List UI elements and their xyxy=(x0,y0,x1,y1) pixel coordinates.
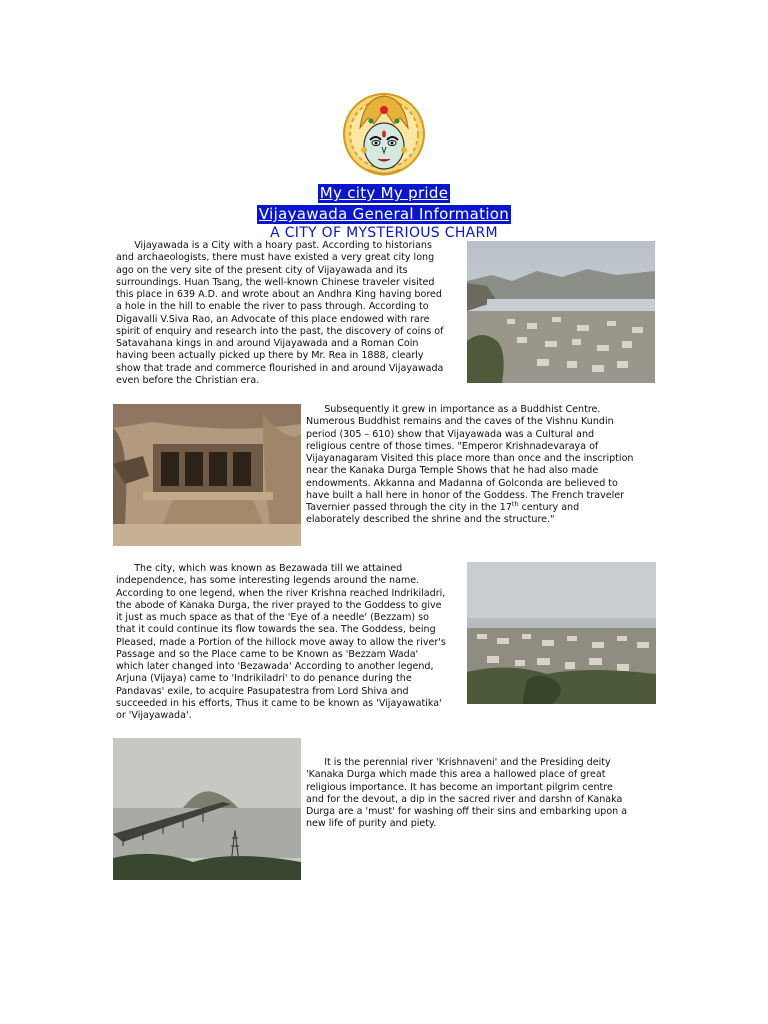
text-line: that it could continue its flow towards the sea. The Goddess, being xyxy=(116,624,436,636)
text-fragment: Tavernier passed through the city in the 17 xyxy=(306,502,512,513)
river-city-photo xyxy=(467,562,656,704)
prakasam-barrage-photo xyxy=(113,738,301,880)
text-line: endowments. Akkanna and Madanna of Golconda are believed to xyxy=(306,477,618,489)
header-line-1 xyxy=(0,183,768,203)
text-line: Pandavas' exile, to acquire Pasupatestra from Lord Shiva and xyxy=(116,685,409,697)
text-line: elaborately described the shrine and the structure." xyxy=(306,514,555,526)
text-line xyxy=(306,499,633,514)
text-line: Digavalli V.Siva Rao, an Advocate of this place endowed with rare xyxy=(116,313,430,325)
text-line: The city, which was known as Bezawada till we attained xyxy=(116,563,403,574)
text-line: Passage and so the Place came to be Known as 'Bezzam Wada' xyxy=(116,648,419,660)
text-line: near the Kanaka Durga Temple Shows that he had also made xyxy=(306,465,599,477)
text-line: Numerous Buddhist remains and the caves of the Vishnu Kundin xyxy=(306,416,614,428)
page-heading-link[interactable]: Vijayawada General Information xyxy=(258,205,510,223)
text-line: religious centre of those times. "Emperor Krishnadevaraya of xyxy=(306,440,599,452)
superscript: th xyxy=(511,499,519,508)
text-line: new life of purity and piety. xyxy=(306,818,437,830)
text-line: which later changed into 'Bezawada' According to another legend, xyxy=(116,661,434,672)
text-line: ago on the very site of the present city of Vijayawada and its xyxy=(116,264,408,276)
text-line: this place in 639 A.D. and wrote about an Andhra King having bored xyxy=(116,289,442,300)
paragraph-history xyxy=(116,240,443,387)
paragraph-river-pilgrimage xyxy=(306,757,627,831)
text-line: have built a hall here in honor of the Goddess. The French traveler xyxy=(306,489,625,501)
text-line: and for the devout, a dip in the sacred river and darshn of Kanaka xyxy=(306,793,623,805)
text-line: the abode of Kanaka Durga, the river prayed to the Goddess to give xyxy=(116,599,442,611)
goddess-logo xyxy=(340,88,428,184)
paragraph-buddhist-centre xyxy=(306,404,633,527)
text-line: even before the Christian era. xyxy=(116,374,260,386)
text-line: Durga are a 'must' for washing off their sins and embarking upon a xyxy=(306,806,628,817)
text-line: Pleased, made a Portion of the hillock move away to allow the river's xyxy=(116,636,446,648)
paragraph-name-legends xyxy=(116,563,446,722)
text-line: or 'Vijayawada'. xyxy=(116,710,192,721)
text-line: Satavahana kings in and around Vijayawada and a Roman Coin xyxy=(116,338,419,349)
text-line: show that trade and commerce flourished in and around Vijayawada xyxy=(116,362,444,374)
text-line: having been actually picked up there by Mr. Rea in 1888, clearly xyxy=(116,350,424,362)
page-subtitle: A CITY OF MYSTERIOUS CHARM xyxy=(270,225,498,241)
text-line: surroundings. Huan Tsang, the well-known Chinese traveler visited xyxy=(116,276,435,288)
text-line: period (305 – 610) show that Vijayawada was a Cultural and xyxy=(306,428,595,440)
text-line: Arjuna (Vijaya) came to 'Indrikiladri' to do penance during the xyxy=(116,673,412,685)
text-line: it just as much space as that of the 'Eye of a needle' (Bezzam) so xyxy=(116,612,429,623)
buddhist-caves-photo xyxy=(113,404,301,546)
text-fragment: century and xyxy=(518,502,580,513)
header-line-2 xyxy=(0,204,768,224)
text-line: It is the perennial river 'Krishnaveni' and the Presiding deity xyxy=(306,757,611,768)
text-line: succeeded in his efforts, Thus it came to be known as 'Vijayawatika' xyxy=(116,697,442,709)
text-line: religious importance. It has become an important pilgrim centre xyxy=(306,781,613,793)
text-line: independence, has some interesting legends around the name. xyxy=(116,575,420,587)
text-line: 'Kanaka Durga which made this area a hallowed place of great xyxy=(306,769,606,781)
text-line: According to one legend, when the river Krishna reached Indrikiladri, xyxy=(116,587,446,599)
text-line: a hole in the hill to enable the river to pass through. According to xyxy=(116,301,429,313)
text-line: Vijayanagaram Visited this place more than once and the inscription xyxy=(306,453,634,464)
page-title: My city My pride xyxy=(319,184,449,202)
city-panorama-photo xyxy=(467,241,655,383)
text-line: Vijayawada is a City with a hoary past. According to historians xyxy=(116,240,432,251)
text-line: and archaeologists, there must have existed a very great city long xyxy=(116,252,435,264)
text-line: spirit of enquiry and research into the past, the discovery of coins of xyxy=(116,325,444,337)
text-line: Subsequently it grew in importance as a Buddhist Centre. xyxy=(306,404,601,415)
